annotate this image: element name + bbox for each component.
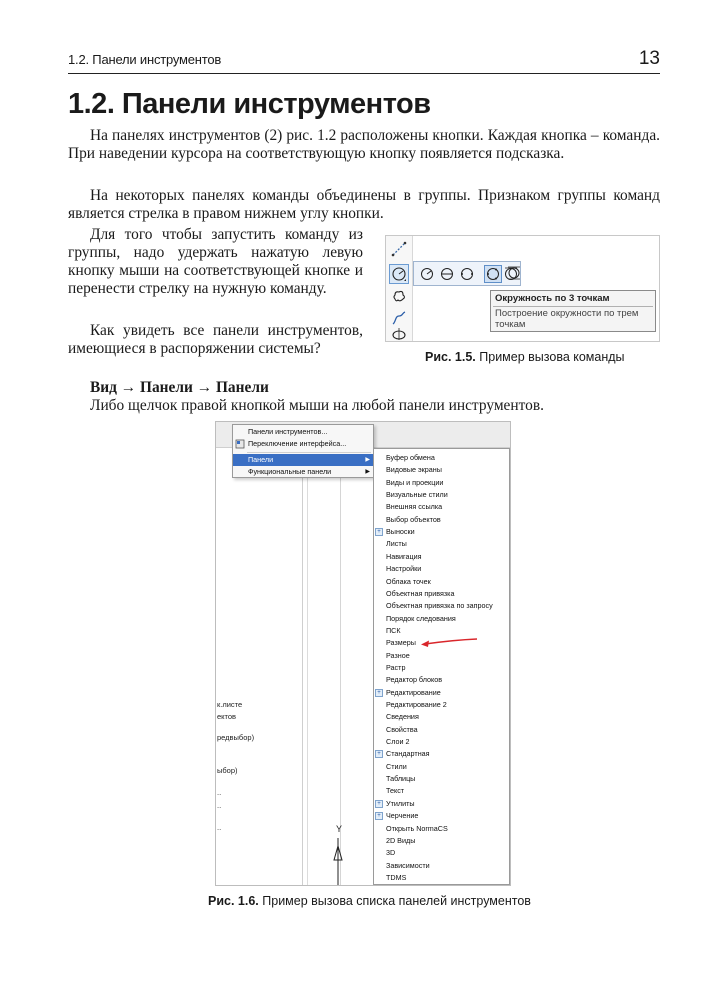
menu-item-label: Панели xyxy=(248,455,274,464)
bg-text-fragment: .. xyxy=(217,801,222,810)
bg-text-fragment: .. xyxy=(217,788,222,797)
panels-submenu xyxy=(373,448,510,885)
submenu-item[interactable] xyxy=(374,835,509,847)
caption-label: Рис. 1.6. xyxy=(208,894,259,908)
submenu-item[interactable] xyxy=(374,514,509,526)
menu-item-switch-interface[interactable] xyxy=(233,438,373,450)
submenu-item-label: Визуальные стили xyxy=(386,490,448,500)
submenu-item[interactable] xyxy=(374,687,509,699)
checked-icon: + xyxy=(375,800,383,808)
submenu-item[interactable] xyxy=(374,464,509,476)
submenu-item-label: Утилиты xyxy=(386,798,415,808)
submenu-item[interactable] xyxy=(374,736,509,748)
submenu-item-label: Виды и проекции xyxy=(386,477,444,487)
checked-icon: + xyxy=(375,689,383,697)
submenu-item[interactable] xyxy=(374,650,509,662)
submenu-item[interactable] xyxy=(374,538,509,550)
submenu-item[interactable] xyxy=(374,810,509,822)
menu-item-label: Функциональные панели xyxy=(248,467,332,476)
caption-label: Рис. 1.5. xyxy=(425,350,476,364)
menu-item-functional-panels[interactable] xyxy=(233,466,373,478)
figure-1-5 xyxy=(385,235,660,342)
submenu-item[interactable] xyxy=(374,724,509,736)
tooltip xyxy=(490,290,656,332)
submenu-item-label: Разное xyxy=(386,650,410,660)
submenu-item[interactable] xyxy=(374,748,509,760)
submenu-item-label: Объектная привязка по запросу xyxy=(386,601,493,611)
bg-text-fragment: ектов xyxy=(217,712,237,721)
bg-divider xyxy=(340,448,341,886)
submenu-item[interactable] xyxy=(374,674,509,686)
tooltip-divider xyxy=(493,306,653,307)
cloud-icon[interactable] xyxy=(389,286,409,306)
submenu-item-label: Буфер обмена xyxy=(386,453,435,462)
paragraph-1: На панелях инструментов (2) рис. 1.2 расположены кнопки. Каждая кнопка – команда. При наведении курсора на соответствующую кнопку появляется подсказка. xyxy=(68,127,660,162)
submenu-item-label: Порядок следования xyxy=(386,613,456,623)
submenu-item-label: Видовые экраны xyxy=(386,465,442,475)
submenu-item[interactable] xyxy=(374,798,509,810)
caption-text: Пример вызова списка панелей инструментов xyxy=(262,894,531,908)
submenu-item-label: Облака точек xyxy=(386,576,431,586)
submenu-arrow-icon: ▶ xyxy=(365,457,370,463)
bg-text-fragment: редвыбор) xyxy=(217,733,255,742)
ellipse-icon[interactable] xyxy=(389,324,409,342)
submenu-item[interactable] xyxy=(374,600,509,612)
submenu-item-label: Стили xyxy=(386,761,407,771)
submenu-item-label: Свойства xyxy=(386,724,418,734)
bg-divider xyxy=(302,448,303,886)
paragraph-5: Либо щелчок правой кнопкой мыши на любой панели инструментов. xyxy=(90,397,544,414)
submenu-item-label: ПСК xyxy=(386,625,401,635)
bg-text-fragment: .. xyxy=(217,823,222,832)
submenu-item-label: Навигация xyxy=(386,551,422,561)
checked-icon: + xyxy=(375,750,383,758)
checked-icon: + xyxy=(375,528,383,536)
interface-icon xyxy=(235,439,245,449)
submenu-item[interactable] xyxy=(374,699,509,711)
circle-icon[interactable] xyxy=(389,264,409,284)
submenu-item-label: Сведения xyxy=(386,712,419,722)
submenu-item[interactable] xyxy=(374,563,509,575)
context-menu xyxy=(232,424,374,478)
paragraph-4: Как увидеть все панели инструментов, имеющиеся в распоряжении системы? xyxy=(68,322,363,357)
circle-2-points-icon[interactable] xyxy=(458,265,476,283)
submenu-arrow-icon: ▶ xyxy=(365,469,370,475)
figure-1-5-caption xyxy=(425,350,625,364)
menu-path: Вид → Панели → Панели xyxy=(90,379,269,396)
page-number: 13 xyxy=(638,48,660,69)
submenu-item-label: Стандартная xyxy=(386,749,430,759)
menu-item-panels[interactable] xyxy=(233,454,373,466)
submenu-item-label: Выноски xyxy=(386,527,415,537)
submenu-item[interactable] xyxy=(374,761,509,773)
submenu-item[interactable] xyxy=(374,576,509,588)
submenu-item[interactable] xyxy=(374,477,509,489)
submenu-item-label: Редактирование 2 xyxy=(386,700,447,709)
submenu-item-label: Листы xyxy=(386,539,407,549)
submenu-item[interactable] xyxy=(374,501,509,513)
submenu-item-label: Текст xyxy=(386,786,405,796)
submenu-item-label: Редактор блоков xyxy=(386,675,443,685)
submenu-item[interactable] xyxy=(374,613,509,625)
submenu-item-label: Внешняя ссылка xyxy=(386,502,443,512)
draw-toolbar xyxy=(386,236,413,342)
circle-tan-tan-tan-icon[interactable] xyxy=(504,263,524,283)
submenu-item-label: Черчение xyxy=(386,811,419,821)
ucs-icon xyxy=(328,824,354,886)
pointer-arrow-icon xyxy=(419,634,479,648)
figure-1-6-caption xyxy=(208,894,531,908)
submenu-item[interactable] xyxy=(374,872,509,884)
submenu-item-label: TDMS xyxy=(386,872,407,882)
submenu-item-label: Настройки xyxy=(386,564,422,574)
submenu-item-label: Слои 2 xyxy=(386,737,410,747)
submenu-item[interactable] xyxy=(374,785,509,797)
submenu-item-label: 2D Виды xyxy=(386,835,416,845)
submenu-item[interactable] xyxy=(374,773,509,785)
submenu-item-label: Выбор объектов xyxy=(386,514,441,524)
submenu-item-label: Растр xyxy=(386,662,406,672)
menu-divider xyxy=(247,452,371,453)
submenu-item[interactable] xyxy=(374,711,509,723)
checked-icon: + xyxy=(375,812,383,820)
submenu-item[interactable] xyxy=(374,860,509,872)
circle-center-radius-icon[interactable] xyxy=(418,265,436,283)
submenu-item[interactable] xyxy=(374,452,509,464)
running-header xyxy=(68,48,660,74)
ucs-y-label: Y xyxy=(336,824,343,834)
section-title: 1.2. Панели инструментов xyxy=(68,88,431,120)
running-title: 1.2. Панели инструментов xyxy=(68,52,222,67)
submenu-item[interactable] xyxy=(374,489,509,501)
submenu-item-label: Открыть NormaCS xyxy=(386,823,448,833)
circle-3-points-icon[interactable] xyxy=(484,265,502,283)
figure-1-6 xyxy=(215,421,511,886)
bg-text-fragment: ыбор) xyxy=(217,766,238,775)
tooltip-title: Окружность по 3 точкам xyxy=(495,293,610,304)
menu-item-label: Панели инструментов... xyxy=(248,427,328,436)
submenu-item-label: Зависимости xyxy=(386,860,430,870)
paragraph-2: На некоторых панелях команды объединены в группы. Признаком группы команд является стрелка в правом нижнем углу кнопки. xyxy=(68,187,660,222)
paragraph-3: Для того чтобы запустить команду из группы, надо удержать нажатую левую кнопку мыши на соответствующей кнопке и перенести стрелку на нужную команду. xyxy=(68,226,363,297)
submenu-item[interactable] xyxy=(374,551,509,563)
line-icon[interactable] xyxy=(389,239,409,259)
menu-item-label: Переключение интерфейса... xyxy=(248,439,347,448)
submenu-item-label: Размеры xyxy=(386,638,416,648)
submenu-item[interactable] xyxy=(374,847,509,859)
submenu-item-label: 3D xyxy=(386,848,396,858)
menu-item-toolbars[interactable] xyxy=(233,426,373,438)
bg-divider xyxy=(307,448,308,886)
bg-text-fragment: к.листе xyxy=(217,700,243,709)
submenu-item-label: Объектная привязка xyxy=(386,588,455,598)
submenu-item[interactable] xyxy=(374,526,509,538)
submenu-item[interactable] xyxy=(374,662,509,674)
caption-text: Пример вызова команды xyxy=(479,350,625,364)
tooltip-description: Построение окружности по трем точкам xyxy=(495,308,639,330)
submenu-item[interactable] xyxy=(374,588,509,600)
submenu-item[interactable] xyxy=(374,823,509,835)
circle-center-diameter-icon[interactable] xyxy=(438,265,456,283)
submenu-item-label: Редактирование xyxy=(386,687,441,697)
submenu-item-label: Таблицы xyxy=(386,774,416,784)
